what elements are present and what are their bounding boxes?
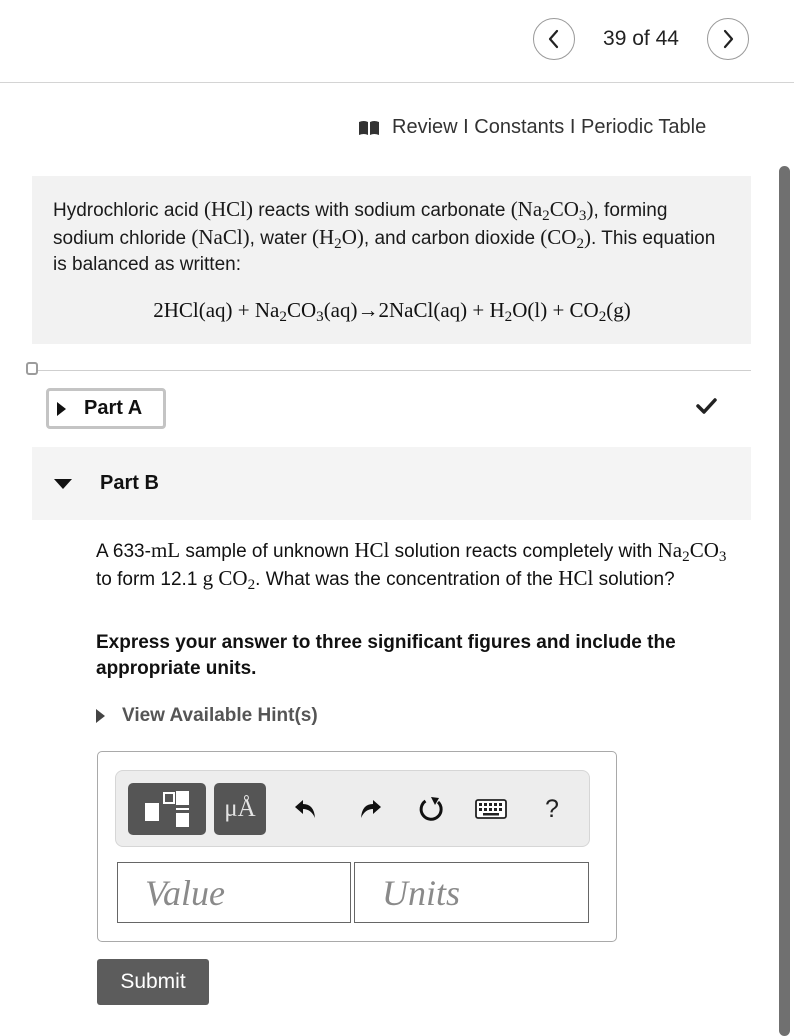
next-button[interactable] — [707, 18, 749, 60]
value-input[interactable]: Value — [117, 862, 351, 923]
answer-instructions: Express your answer to three significant figures and include the appropriate units. — [96, 632, 676, 679]
balanced-equation: $2HCl(aq) + Na_2CO_3(aq)\to 2NaCl(aq) + H_2O(l) + CO_2(g)$ — [153, 298, 631, 325]
submit-button[interactable]: Submit — [97, 959, 209, 1005]
fraction-template-icon — [143, 789, 191, 829]
chevron-left-icon — [547, 29, 561, 49]
checkmark-icon — [696, 397, 717, 415]
templates-button[interactable] — [128, 783, 206, 835]
intro-text: Hydrochloric acid (HCl) reacts with sodium carbonate $(Na_2CO_3)$, forming sodium chloride (NaCl), water $(H_2O)$, and carbon dioxide $(CO_2)$. This equation is balanced as written: — [53, 197, 716, 275]
redo-icon — [358, 798, 382, 820]
caret-down-icon — [54, 479, 72, 489]
help-button[interactable] — [540, 791, 564, 827]
review-link[interactable]: Review — [392, 116, 458, 138]
hints-toggle[interactable] — [96, 705, 318, 727]
separator: I — [564, 116, 581, 138]
reset-icon — [418, 795, 446, 823]
part-b-label: Part B — [100, 472, 159, 494]
problem-intro — [32, 176, 751, 344]
drag-handle[interactable] — [26, 362, 38, 375]
part-a-toggle[interactable] — [46, 388, 166, 429]
undo-button[interactable] — [292, 791, 320, 827]
question-text: A 633-mL sample of unknown HCl solution reacts completely with $Na_2CO_3$ to form 12.1 g $CO_2$. What was the concentration of the HCl solution? — [96, 538, 727, 593]
keyboard-icon — [475, 799, 507, 819]
chevron-right-icon — [721, 29, 735, 49]
resources-links — [358, 116, 706, 139]
scrollbar[interactable] — [779, 166, 790, 1036]
help-button-label: ? — [545, 794, 559, 823]
hints-label: View Available Hint(s) — [122, 705, 318, 726]
periodic-table-link[interactable]: Periodic Table — [580, 116, 707, 138]
keyboard-button[interactable] — [474, 791, 508, 827]
parts-divider — [32, 370, 751, 371]
book-icon — [358, 120, 380, 136]
constants-link[interactable]: Constants — [474, 116, 565, 138]
previous-button[interactable] — [533, 18, 575, 60]
units-input[interactable]: Units — [354, 862, 589, 923]
part-b-header[interactable] — [32, 447, 751, 520]
reset-button[interactable] — [417, 791, 447, 827]
separator: I — [457, 116, 475, 138]
caret-right-icon — [56, 402, 66, 416]
units-button[interactable] — [214, 783, 266, 835]
part-a-label: Part A — [84, 397, 143, 419]
redo-button[interactable] — [356, 791, 384, 827]
pager-text: 39 of 44 — [603, 27, 679, 50]
pager — [533, 17, 749, 61]
header-divider — [0, 82, 794, 83]
caret-right-icon — [96, 709, 105, 723]
math-toolbar — [115, 770, 590, 847]
units-button-label: μÅ — [224, 795, 256, 822]
undo-icon — [294, 798, 318, 820]
answer-panel — [97, 751, 617, 942]
